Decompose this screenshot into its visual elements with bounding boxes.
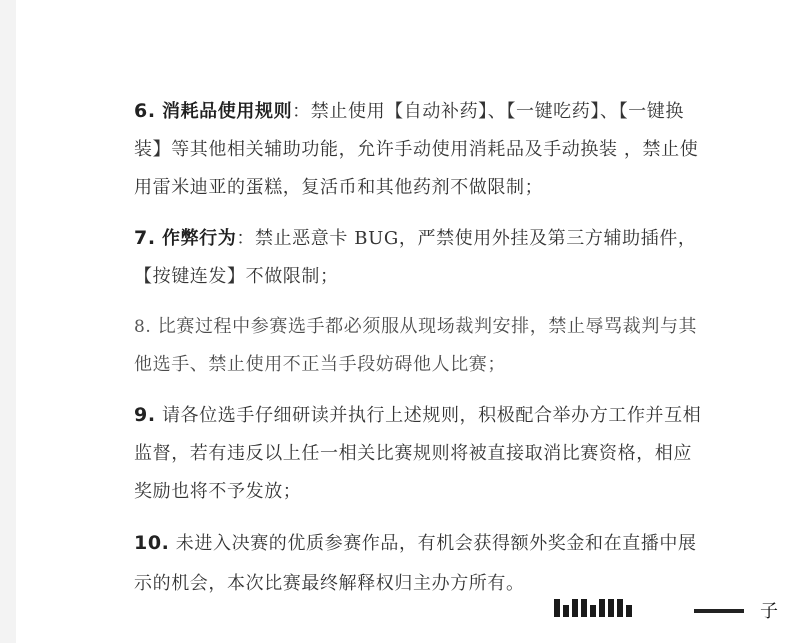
rule-item — [134, 523, 708, 604]
rule-number: 9. — [134, 404, 156, 426]
watermark — [554, 595, 804, 631]
rule-body: 比赛过程中参赛选手都必须服从现场裁判安排，禁止辱骂裁判与其他选手、禁止使用不正当手段妨碍他人比赛； — [134, 316, 698, 375]
rule-item — [134, 308, 708, 384]
rule-body: 请各位选手仔细研读并执行上述规则，积极配合举办方工作并互相监督，若有违反以上任一相关比赛规则将被直接取消比赛资格，相应奖励也将不予发放； — [134, 405, 702, 502]
rule-body: ：禁止使用【自动补药】、【一键吃药】、【一键换装】等其他相关辅助功能，允许手动使用消耗品及手动换装 ，禁止使用雷米迪亚的蛋糕，复活币和其他药剂不做限制； — [134, 101, 699, 198]
rule-body: ：禁止恶意卡 BUG，严禁使用外挂及第三方辅助插件，【按键连发】不做限制； — [134, 228, 697, 287]
rule-number: 10. — [134, 532, 170, 554]
rule-number: 6. — [134, 100, 156, 122]
watermark-bar — [694, 609, 744, 613]
rules-list — [134, 92, 708, 616]
rule-number: 7. — [134, 227, 156, 249]
rule-title: 消耗品使用规则 — [161, 101, 293, 122]
document-page — [16, 0, 804, 643]
rule-item — [134, 92, 708, 207]
rule-item — [134, 219, 708, 296]
watermark-logo-icon — [554, 599, 674, 621]
rule-item — [134, 396, 708, 511]
rule-number: 8. — [134, 317, 152, 337]
rule-body: 未进入决赛的优质参赛作品，有机会获得额外奖金和在直播中展示的机会，本次比赛最终解释权归主办方所有。 — [134, 533, 697, 594]
watermark-name: 子 — [760, 601, 778, 622]
rule-title: 作弊行为 — [161, 228, 237, 249]
